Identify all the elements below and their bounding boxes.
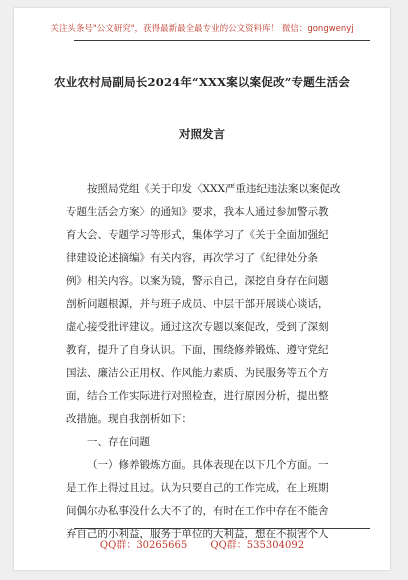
body-line: 是工作上得过且过。认为只要自己的工作完成，在上班期: [66, 482, 329, 494]
body-line: 间偶尔办私事没什么大不了的，有时在工作中存在不能舍: [66, 505, 329, 517]
body-line: 育大会、专题学习等形式，集体学习了《关于全面加强纪: [66, 229, 329, 241]
body-line: 虚心接受批评建议。通过这次专题以案促改，受到了深刻: [66, 321, 329, 333]
body-line: 教育，提升了自身认识。下面，围绕修养锻炼、遵守党纪: [66, 344, 329, 356]
section-heading: 一、存在问题: [87, 436, 150, 448]
footer-qq-group-2: QQ群：535304092: [210, 540, 305, 551]
body-line: 按照局党组《关于印发〈XXX严重违纪违法案以案促改: [87, 183, 341, 195]
body-line: （一）修养锻炼方面。具体表现在以下几个方面。一: [87, 459, 329, 471]
footer-divider: [74, 528, 370, 529]
body-line: 例》相关内容。以案为镜，警示自己，深挖自身存在问题: [66, 275, 329, 287]
footer: [14, 536, 390, 551]
header-banner: 关注头条号"公文研究"，获得最新最全最专业的公文资料库！ 微信：gongwenyj: [50, 24, 354, 34]
document-body: [66, 178, 358, 546]
document-subtitle: 对照发言: [179, 127, 225, 141]
header-divider: [74, 40, 370, 41]
body-line: 面，结合工作实际进行对照检查，进行原因分析，提出整: [66, 390, 329, 402]
body-line: 弃自己的小利益，服务于单位的大利益，想在不损害个人: [66, 528, 329, 540]
body-line: 剖析问题根源，并与班子成员、中层干部开展谈心谈话，: [66, 298, 329, 310]
body-line: 律建设论述摘编》有关内容，再次学习了《纪律处分条: [66, 252, 318, 264]
document-page: [14, 8, 390, 570]
footer-qq-group-1: QQ群：30265665: [99, 540, 188, 551]
document-title: 农业农村局副局长2024年“XXX案以案促改”专题生活会: [53, 75, 351, 89]
body-line: 改措施。现自我剖析如下：: [66, 413, 192, 425]
body-line: 国法、廉洁公正用权、作风能力素质、为民服务等五个方: [66, 367, 329, 379]
body-line: 专题生活会方案〉的通知》要求，我本人通过参加警示教: [66, 206, 329, 218]
